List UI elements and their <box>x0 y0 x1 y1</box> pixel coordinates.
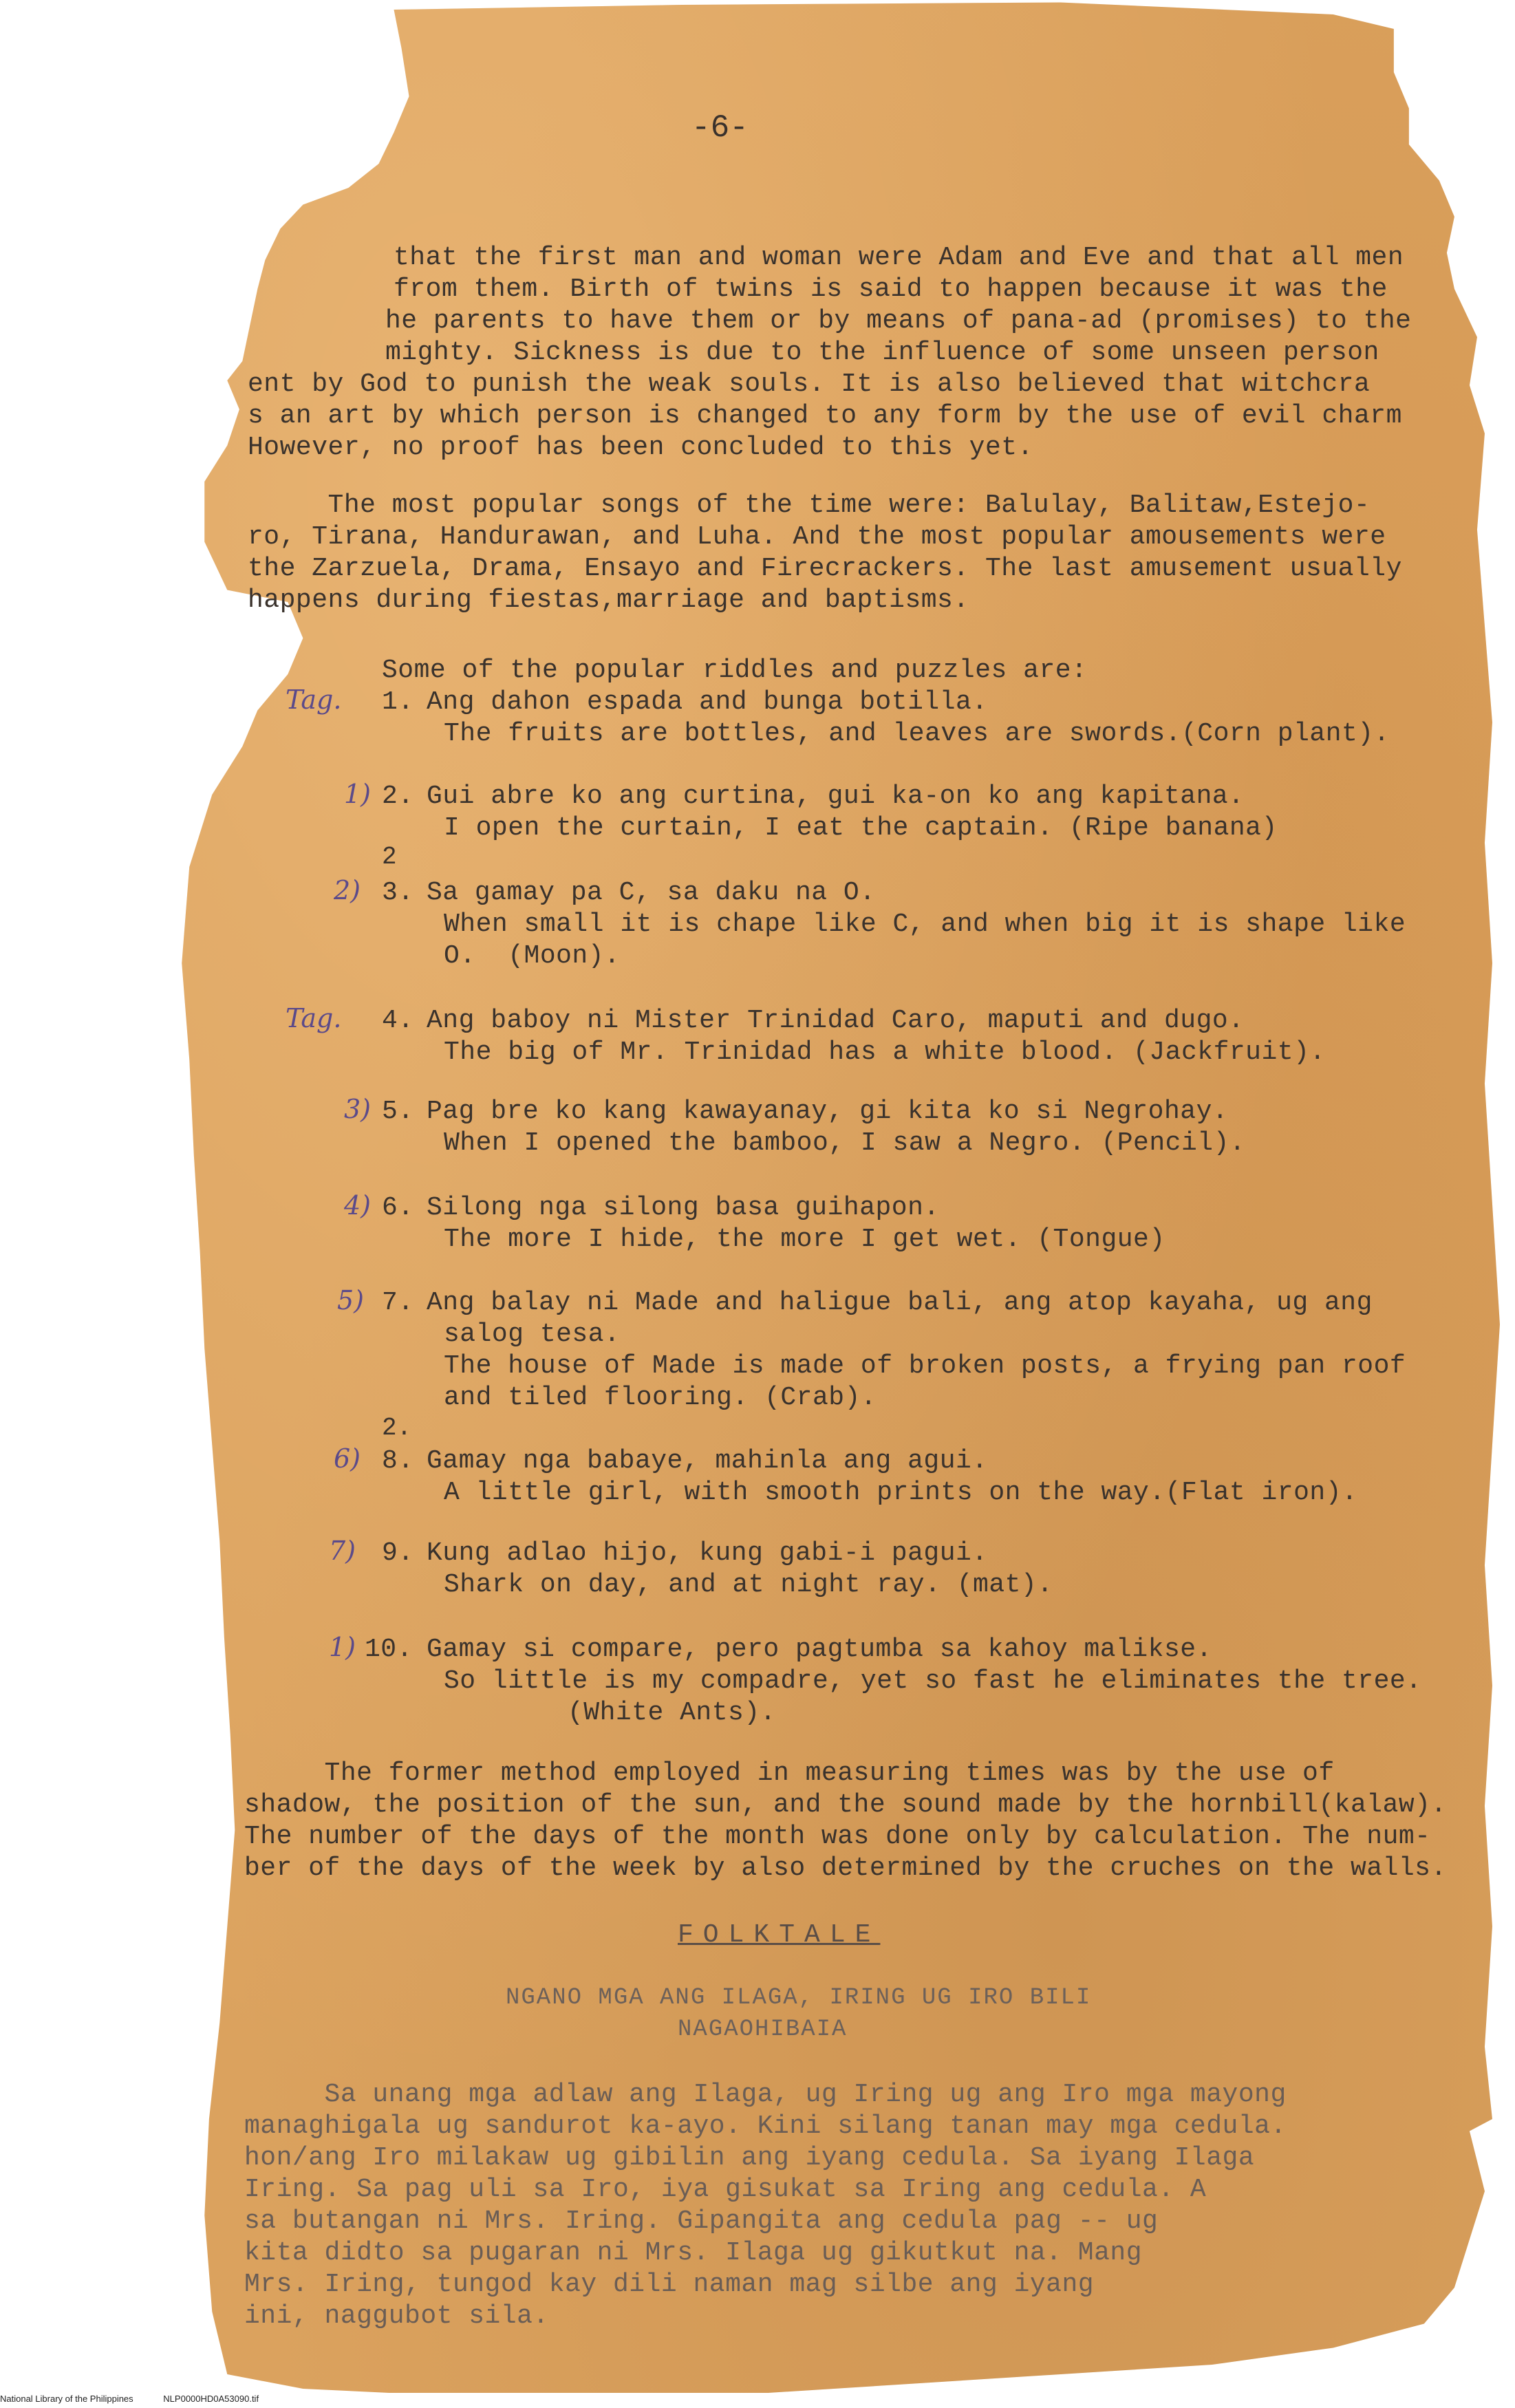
text-line: hon/ang Iro milakaw ug gibilin ang iyang cedula. Sa iyang Ilaga <box>244 2143 1255 2173</box>
folktale-title-line-2: NAGAOHIBAIA <box>678 2017 848 2043</box>
margin-note: Tag. <box>286 1003 342 1033</box>
text-line: ber of the days of the week by also determined by the cruches on the walls. <box>244 1853 1447 1883</box>
riddle-line: Pag bre ko kang kawayanay, gi kita ko si Negrohay. <box>427 1097 1229 1126</box>
riddles-intro: Some of the popular riddles and puzzles are: <box>382 656 1088 685</box>
riddle-line: O. (Moon). <box>444 941 621 971</box>
margin-note: 3) <box>344 1094 372 1124</box>
margin-note: 1) <box>344 779 372 809</box>
riddle-line: When small it is chape like C, and when big it is shape like <box>444 910 1406 939</box>
riddle-line: Gui abre ko ang curtina, gui ka-on ko ang kapitana. <box>427 782 1245 811</box>
text-line: the Zarzuela, Drama, Ensayo and Firecrackers. The last amusement usually <box>248 554 1402 583</box>
stray-mark: 2 <box>382 843 397 871</box>
riddle-line: The fruits are bottles, and leaves are swords.(Corn plant). <box>444 719 1390 749</box>
text-line: The former method employed in measuring times was by the use of <box>244 1759 1335 1788</box>
text-line: ro, Tirana, Handurawan, and Luha. And the most popular amousements were <box>248 522 1386 552</box>
riddle-line: When I opened the bamboo, I saw a Negro. (Pencil). <box>444 1128 1246 1158</box>
folktale-heading: FOLKTALE <box>678 1920 881 1950</box>
riddle-line: Kung adlao hijo, kung gabi-i pagui. <box>427 1538 988 1568</box>
page-number: -6- <box>691 110 749 146</box>
text-line: Sa unang mga adlaw ang Ilaga, ug Iring ug ang Iro mga mayong <box>244 2080 1287 2109</box>
riddle-number: 3. <box>382 878 414 907</box>
riddle-line: So little is my compadre, yet so fast he eliminates the tree. <box>444 1666 1422 1696</box>
text-line: ent by God to punish the weak souls. It is also believed that witchcra <box>248 369 1371 399</box>
text-line: kita didto sa pugaran ni Mrs. Ilaga ug gikutkut na. Mang <box>244 2238 1143 2268</box>
riddle-line: I open the curtain, I eat the captain. (Ripe banana) <box>444 813 1278 843</box>
riddle-line: Gamay nga babaye, mahinla ang agui. <box>427 1446 988 1476</box>
riddle-line: The big of Mr. Trinidad has a white blood. (Jackfruit). <box>444 1038 1326 1067</box>
text-line: The number of the days of the month was done only by calculation. The num- <box>244 1822 1431 1851</box>
riddle-line: Silong nga silong basa guihapon. <box>427 1193 940 1223</box>
margin-note: 1) <box>329 1632 356 1662</box>
riddle-number: 7. <box>382 1288 414 1318</box>
text-line: he parents to have them or by means of pana-ad (promises) to the <box>385 306 1412 336</box>
riddle-line: and tiled flooring. (Crab). <box>444 1383 877 1412</box>
riddle-number: 6. <box>382 1193 414 1223</box>
margin-note: 6) <box>334 1443 361 1474</box>
riddle-line: (White Ants). <box>568 1698 776 1728</box>
text-line: mighty. Sickness is due to the influence of some unseen person <box>385 338 1379 367</box>
margin-note: Tag. <box>286 685 342 715</box>
text-line: Iring. Sa pag uli sa Iro, iya gisukat sa Iring ang cedula. A <box>244 2175 1207 2204</box>
riddle-line: salog tesa. <box>444 1320 621 1349</box>
text-line: sa butangan ni Mrs. Iring. Gipangita ang cedula pag -- ug <box>244 2206 1159 2236</box>
riddle-line: Sa gamay pa C, sa daku na O. <box>427 878 876 907</box>
riddle-line: The more I hide, the more I get wet. (Tongue) <box>444 1225 1165 1254</box>
riddle-line: The house of Made is made of broken posts, a frying pan roof <box>444 1351 1406 1381</box>
scan-footer <box>0 2393 1515 2405</box>
margin-note: 4) <box>344 1190 372 1221</box>
riddle-number: 2. <box>382 782 414 811</box>
riddle-line: Ang balay ni Made and haligue bali, ang atop kayaha, ug ang <box>427 1288 1373 1318</box>
text-line: that the first man and woman were Adam and Eve and that all men <box>394 243 1404 272</box>
riddle-number: 10. <box>365 1635 413 1664</box>
footer-library: National Library of the Philippines <box>0 2394 133 2404</box>
margin-note: 2) <box>334 875 361 905</box>
text-line: s an art by which person is changed to any form by the use of evil charm <box>248 401 1402 431</box>
riddle-number: 5. <box>382 1097 414 1126</box>
riddle-number: 4. <box>382 1006 414 1035</box>
text-line: ini, naggubot sila. <box>244 2301 549 2331</box>
riddle-number: 1. <box>382 687 414 717</box>
text-line: happens during fiestas,marriage and baptisms. <box>248 585 969 615</box>
text-line: shadow, the position of the sun, and the sound made by the hornbill(kalaw). <box>244 1790 1447 1820</box>
riddle-line: Ang dahon espada and bunga botilla. <box>427 687 988 717</box>
riddle-line: Ang baboy ni Mister Trinidad Caro, maputi and dugo. <box>427 1006 1245 1035</box>
folktale-title-line-1: NGANO MGA ANG ILAGA, IRING UG IRO BILI <box>506 1985 1092 2011</box>
margin-note: 7) <box>329 1536 356 1566</box>
text-line: However, no proof has been concluded to this yet. <box>248 433 1033 462</box>
riddle-number: 9. <box>382 1538 414 1568</box>
text-line: Mrs. Iring, tungod kay dili naman mag silbe ang iyang <box>244 2270 1095 2299</box>
riddle-number: 8. <box>382 1446 414 1476</box>
text-line: from them. Birth of twins is said to happen because it was the <box>394 275 1388 304</box>
riddle-line: Shark on day, and at night ray. (mat). <box>444 1570 1053 1600</box>
text-line: The most popular songs of the time were: Balulay, Balitaw,Estejo- <box>248 491 1371 520</box>
footer-file: NLP0000HD0A53090.tif <box>163 2394 259 2404</box>
margin-note: 5) <box>337 1285 365 1315</box>
riddle-line: Gamay si compare, pero pagtumba sa kahoy malikse. <box>427 1635 1212 1664</box>
stray-mark: 2. <box>382 1414 412 1442</box>
text-line: managhigala ug sandurot ka-ayo. Kini silang tanan may mga cedula. <box>244 2111 1287 2141</box>
riddle-line: A little girl, with smooth prints on the way.(Flat iron). <box>444 1478 1358 1507</box>
